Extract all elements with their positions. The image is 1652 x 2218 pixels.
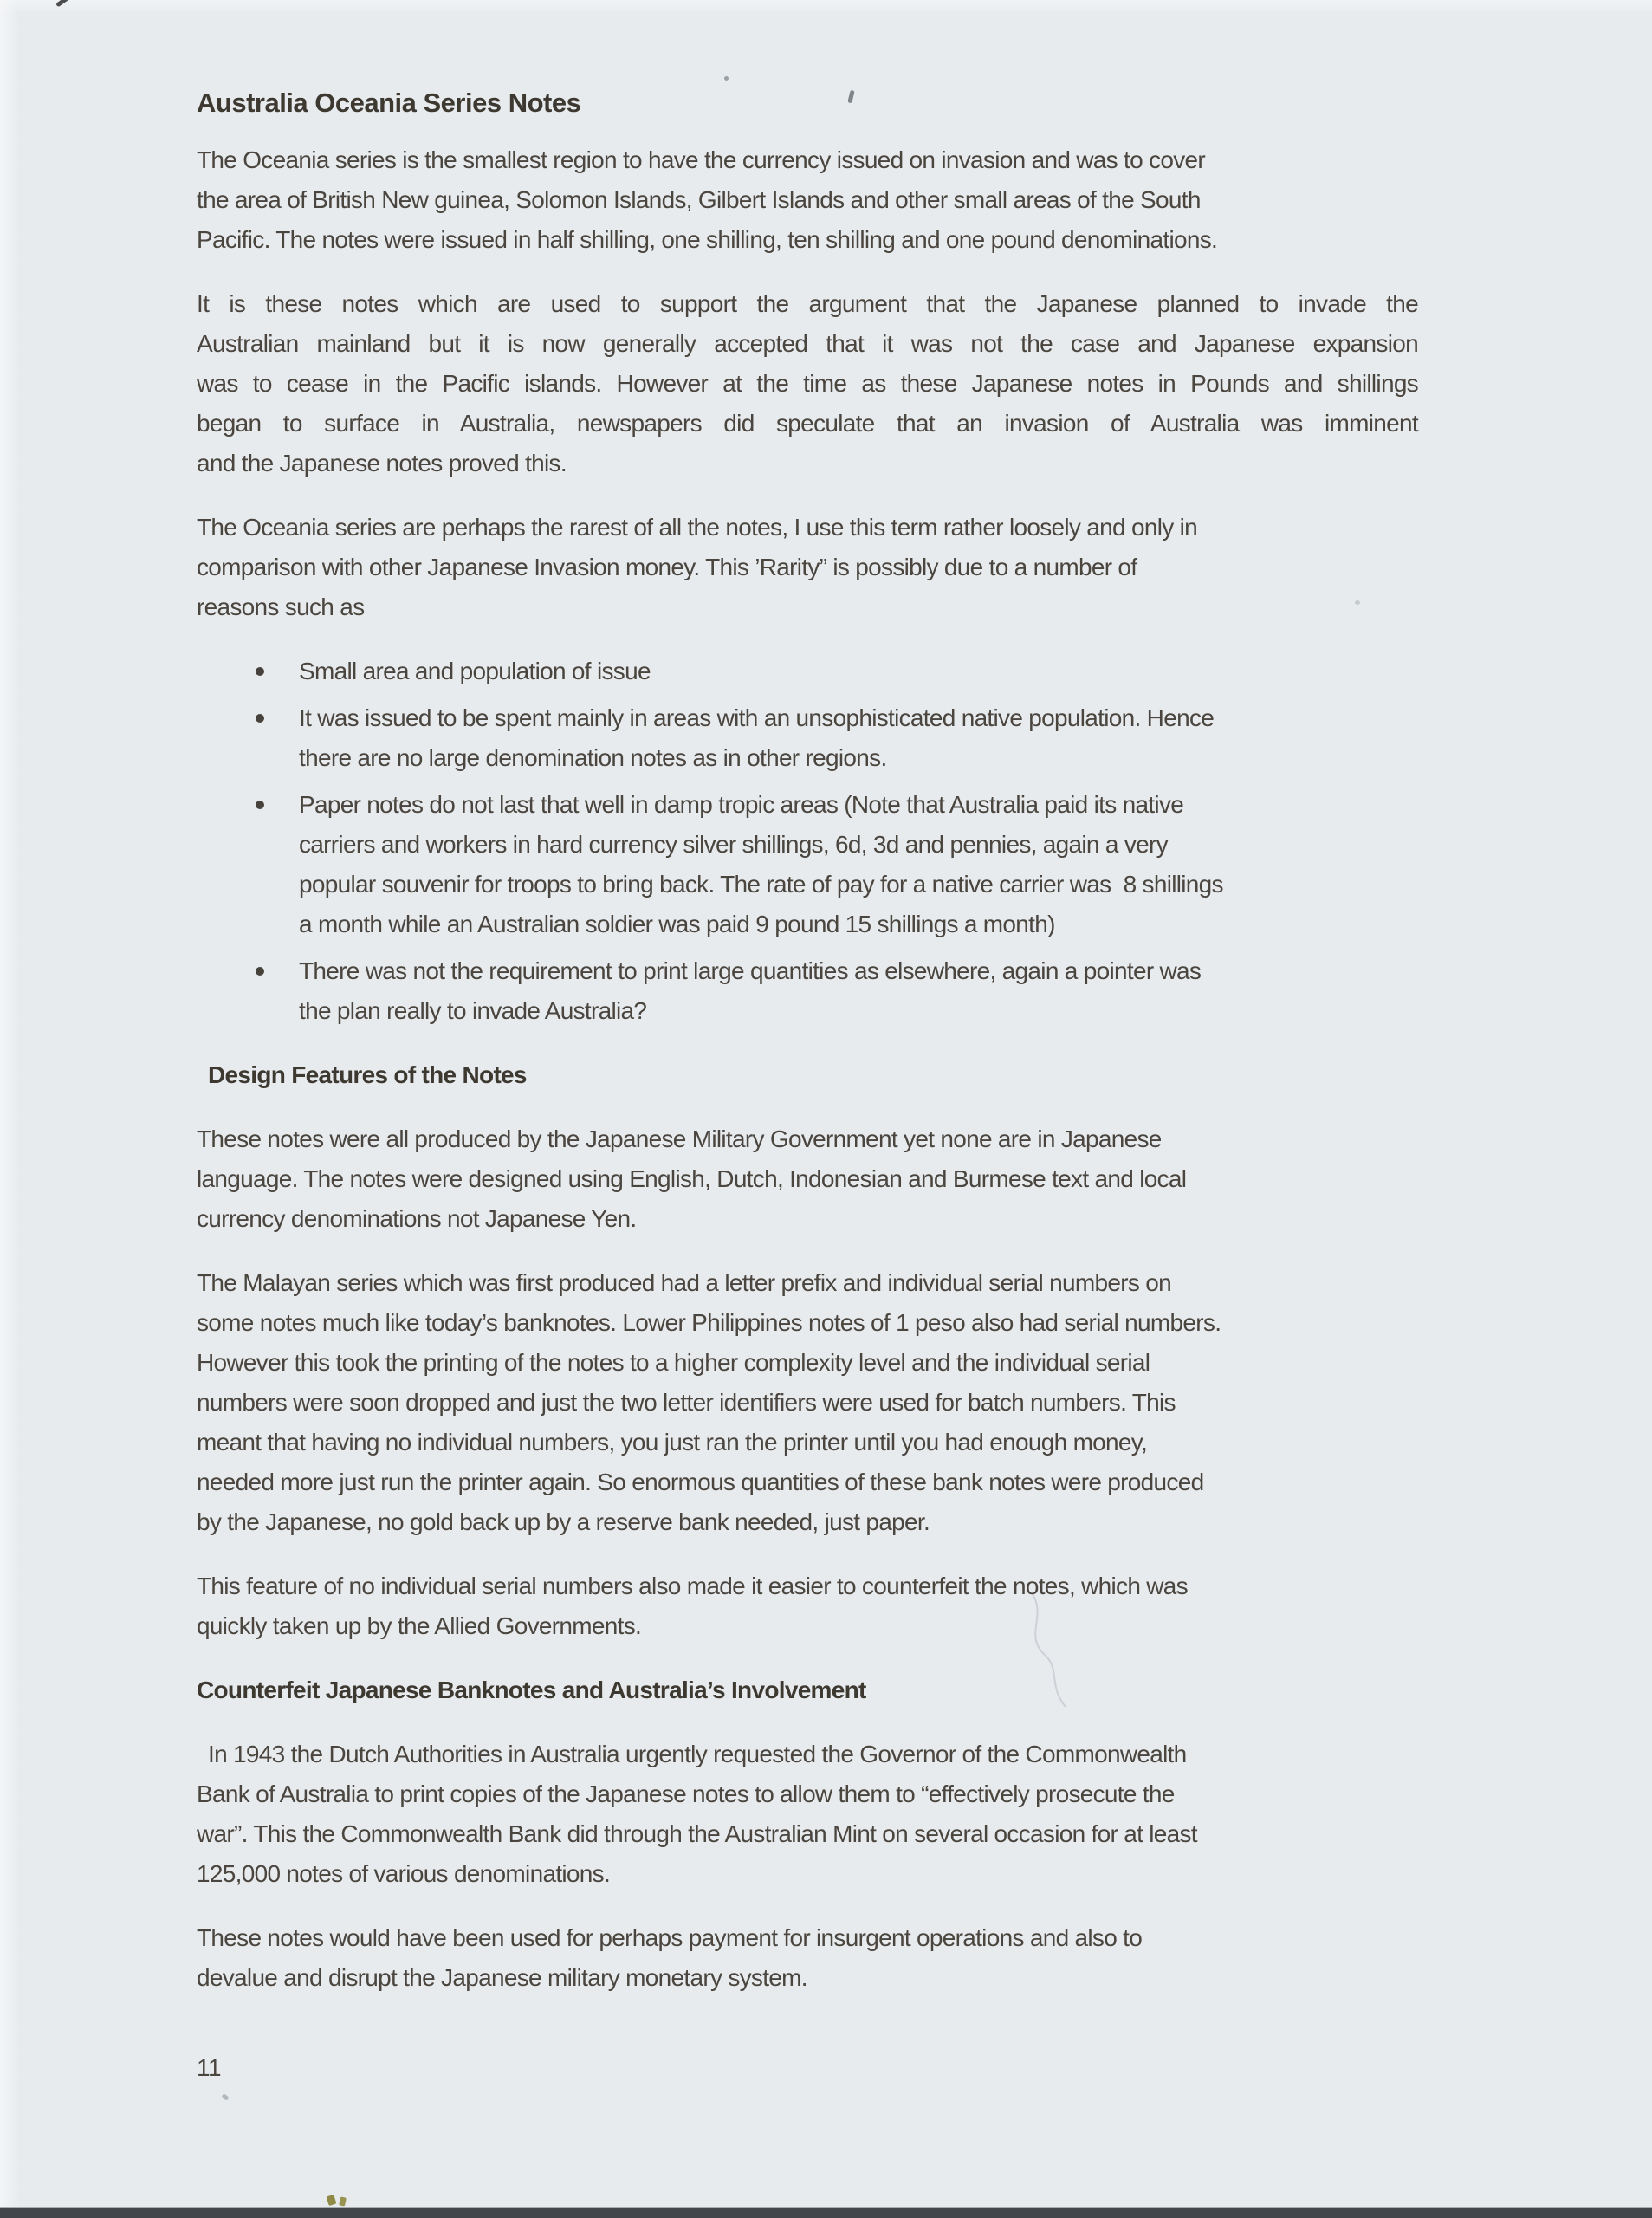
list-item-text (299, 951, 1418, 1031)
text-line: was to cease in the Pacific islands. However at the time as these Japanese notes in Pounds and shillings (197, 370, 1418, 397)
list-item-text (299, 698, 1418, 778)
text-line: The Oceania series are perhaps the rarest of all the notes, I use this term rather loosely and only in (197, 514, 1198, 541)
text-line: carriers and workers in hard currency silver shillings, 6d, 3d and pennies, again a very (299, 831, 1168, 858)
page-title: Australia Oceania Series Notes (197, 88, 581, 118)
bullet-icon (256, 801, 264, 809)
text-line: reasons such as (197, 593, 365, 620)
text-line: needed more just run the printer again. So enormous quantities of these bank notes were produced (197, 1469, 1204, 1495)
text-line: It is these notes which are used to support the argument that the Japanese planned to invade the (197, 290, 1418, 317)
text-line: meant that having no individual numbers, you just ran the printer until you had enough money, (197, 1429, 1148, 1456)
text-line: The Oceania series is the smallest region to have the currency issued on invasion and was to cover (197, 146, 1206, 173)
paragraph-malayan-series (197, 1263, 1418, 1542)
text-line: a month while an Australian soldier was paid 9 pound 15 shillings a month) (299, 911, 1055, 937)
list-item-paper-notes (197, 785, 1418, 944)
list-item-print-quantities (197, 951, 1418, 1031)
paragraph-counterfeit-ease (197, 1566, 1418, 1646)
page-content (197, 83, 1418, 2088)
text-line: Pacific. The notes were issued in half shilling, one shilling, ten shilling and one pound denominations. (197, 226, 1218, 253)
paragraph-1943-request (197, 1735, 1418, 1894)
page-number: 11 (197, 2054, 222, 2081)
paragraph-rarity-reasons (197, 508, 1418, 627)
bullet-icon (256, 667, 264, 676)
bullet-icon (256, 967, 264, 976)
paragraph-invasion-argument (197, 284, 1418, 483)
text-line: However this took the printing of the notes to a higher complexity level and the individual serial (197, 1349, 1150, 1376)
list-item-text (299, 785, 1418, 944)
text-line: language. The notes were designed using English, Dutch, Indonesian and Burmese text and local (197, 1165, 1187, 1192)
text-line: This feature of no individual serial numbers also made it easier to counterfeit the notes, which was (197, 1573, 1188, 1599)
text-line: began to surface in Australia, newspapers did speculate that an invasion of Australia was imminent (197, 410, 1418, 437)
list-item-native-population (197, 698, 1418, 778)
text-line: currency denominations not Japanese Yen. (197, 1205, 637, 1232)
heading-counterfeit: Counterfeit Japanese Banknotes and Australia’s Involvement (197, 1676, 866, 1703)
text-line: popular souvenir for troops to bring back. The rate of pay for a native carrier was 8 shillings (299, 871, 1223, 898)
text-line: the plan really to invade Australia? (299, 997, 647, 1024)
text-line: 125,000 notes of various denominations. (197, 1860, 611, 1887)
paragraph-design-language (197, 1119, 1418, 1239)
text-line: In 1943 the Dutch Authorities in Australia urgently requested the Governor of the Commonwealth (208, 1741, 1187, 1767)
text-line: Paper notes do not last that well in damp tropic areas (Note that Australia paid its native (299, 791, 1184, 818)
text-line: devalue and disrupt the Japanese military monetary system. (197, 1964, 807, 1991)
text-line: and the Japanese notes proved this. (197, 450, 567, 477)
text-line: by the Japanese, no gold back up by a reserve bank needed, just paper. (197, 1508, 930, 1535)
text-line: The Malayan series which was first produced had a letter prefix and individual serial numbers on (197, 1269, 1171, 1296)
scan-speck-icon (55, 0, 70, 7)
text-line: there are no large denomination notes as in other regions. (299, 744, 887, 771)
text-line: Bank of Australia to print copies of the Japanese notes to allow them to “effectively prosecute the (197, 1780, 1175, 1807)
scan-speck-icon (221, 2093, 229, 2101)
scan-bottom-bar (0, 2207, 1652, 2218)
list-item-small-area (197, 652, 1418, 691)
text-line: Australian mainland but it is now generally accepted that it was not the case and Japanese expansion (197, 330, 1418, 357)
text-line: quickly taken up by the Allied Governments. (197, 1612, 642, 1639)
heading-design-features: Design Features of the Notes (208, 1061, 527, 1088)
text-line: some notes much like today’s banknotes. Lower Philippines notes of 1 peso also had serial numbers. (197, 1309, 1221, 1336)
scan-speck-icon (724, 76, 729, 81)
list-item-text (299, 652, 1418, 691)
paragraph-insurgent-operations (197, 1918, 1418, 1998)
text-line: It was issued to be spent mainly in areas with an unsophisticated native population. Hence (299, 704, 1215, 731)
bullet-icon (256, 714, 264, 723)
text-line: war”. This the Commonwealth Bank did through the Australian Mint on several occasion for at least (197, 1820, 1197, 1847)
text-line: the area of British New guinea, Solomon Islands, Gilbert Islands and other small areas of the South (197, 186, 1201, 213)
text-line: numbers were soon dropped and just the two letter identifiers were used for batch numbers. This (197, 1389, 1176, 1416)
rarity-reasons-list (197, 652, 1418, 1031)
paragraph-oceania-series (197, 140, 1418, 260)
scan-speck-icon (339, 2196, 347, 2206)
text-line: These notes were all produced by the Japanese Military Government yet none are in Japanese (197, 1125, 1162, 1152)
scan-speck-icon (327, 2195, 337, 2206)
text-line: There was not the requirement to print large quantities as elsewhere, again a pointer was (299, 957, 1202, 984)
text-line: These notes would have been used for perhaps payment for insurgent operations and also to (197, 1924, 1143, 1951)
text-line: Small area and population of issue (299, 658, 651, 684)
text-line: comparison with other Japanese Invasion money. This ’Rarity” is possibly due to a number of (197, 554, 1137, 580)
